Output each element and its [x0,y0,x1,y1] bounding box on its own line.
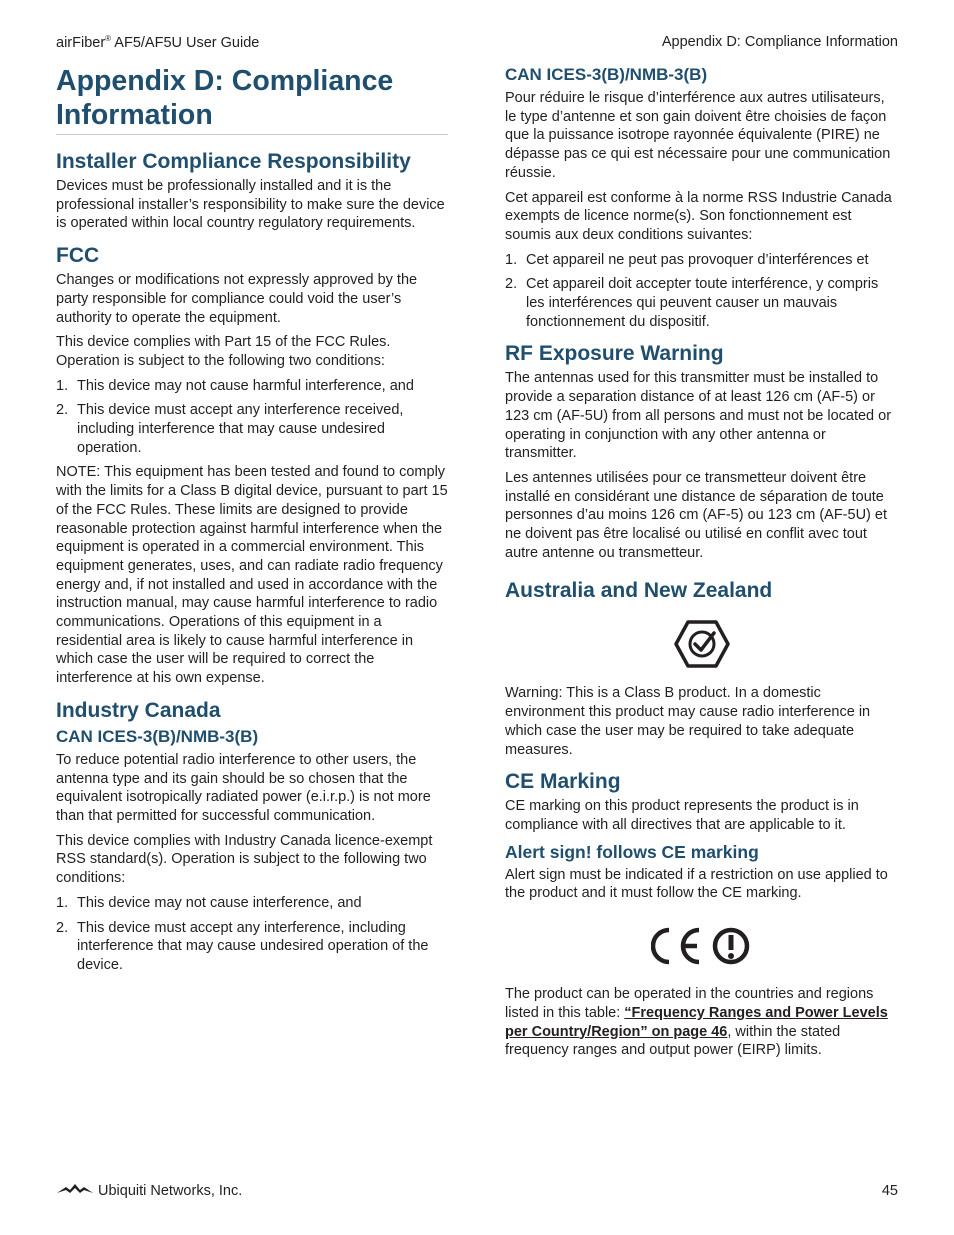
list-item-number: 1. [505,251,518,268]
list-item-text: This device may not cause harmful interference, and [77,377,414,394]
company-name: Ubiquiti Networks, Inc. [98,1183,243,1199]
countries-text-prefix: The product can be operated in the countries and regions listed in this table: [505,986,874,1021]
rf-exposure-heading: RF Exposure Warning [505,342,724,366]
countries-text-suffix: , within the stated frequency ranges and output power (EIRP) limits. [505,1023,841,1059]
ce-marking-text: CE marking on this product represents the product is in compliance with all directives that are applicable to it. [505,798,859,833]
australia-nz-heading: Australia and New Zealand [505,579,773,603]
industry-canada-heading: Industry Canada [56,698,221,722]
australia-nz-warning: Warning: This is a Class B product. In a domestic environment this product may cause radio interference in which case the user may be required to take adequate measures. [505,685,871,758]
installer-heading: Installer Compliance Responsibility [56,150,411,173]
countries-paragraph [505,985,898,1060]
french-paragraph-1: Pour réduire le risque d’interférence aux autres utilisateurs, le type d’antenne et son gain doivent être choisies de façon que la puissance isotrope rayonnée équivalente (PIRE) ne dépasse pas ce qui est nécessaire pour une communication réussie. [505,90,891,181]
header-section-title: Appendix D: Compliance Information [661,34,898,50]
list-item [505,275,898,331]
list-item [56,377,448,396]
list-item-number: 2. [56,919,69,936]
list-item-number: 1. [56,894,69,911]
frequency-ranges-link[interactable]: “Frequency Ranges and Power Levels per Country/Region” on page 46 [505,1004,888,1040]
installer-text: Devices must be professionally installed and it is the professional installer’s responsibility to make sure the device is operated within local country regulatory requirements. [56,178,445,232]
industry-canada-paragraph-2: This device complies with Industry Canada licence-exempt RSS standard(s). Operation is subject to the following two conditions: [56,832,433,887]
right-column [505,64,898,1066]
industry-canada-paragraph-1: To reduce potential radio interference to other users, the antenna type and its gain should be so chosen that the equivalent isotropically radiated power (e.i.r.p.) is not more than that permitted for successful communication. [56,751,431,824]
footer-company [56,1183,242,1199]
header-product: airFiber [56,34,106,51]
rf-exposure-paragraph-1: The antennas used for this transmitter must be installed to provide a separation distance of at least 126 cm (AF-5) or 123 cm (AF-5U) from all persons and must not be located or operating in conjunction with any other antenna or transmitter. [505,370,892,462]
list-item [56,919,448,975]
fcc-conditions-list [56,377,448,458]
list-item [56,401,448,457]
list-item-number: 2. [56,402,69,419]
page-title: Appendix D: Compliance Information [56,64,448,135]
list-item-text: This device must accept any interference, including interference that may cause undesired operation of the device. [77,919,429,973]
industry-canada-subheading: CAN ICES-3(B)/NMB-3(B) [56,726,259,746]
ce-marking-heading: CE Marking [505,770,621,794]
fcc-heading: FCC [56,244,100,268]
page-header [56,34,898,52]
french-paragraph-2: Cet appareil est conforme à la norme RSS Industrie Canada exempts de licence norme(s). Son fonctionnement est soumis aux deux conditions suivantes: [505,189,892,243]
list-item-text: Cet appareil ne peut pas provoquer d’interférences et [526,251,869,268]
list-item-text: Cet appareil doit accepter toute interférence, y compris les interférences qui peuvent causer un mauvais fonctionnement du dispositif. [526,276,879,330]
rcm-mark-icon [505,612,898,676]
list-item-number: 2. [505,276,518,293]
left-column [56,64,448,981]
page-footer [56,1183,898,1203]
list-item-text: This device must accept any interference received, including interference that may cause undesired operation. [77,402,404,456]
rf-exposure-paragraph-2: Les antennes utilisées pour ce transmetteur doivent être installé en considérant une distance de séparation de toute personnes d’au moins 126 cm (AF-5) ou 123 cm (AF-5U) et ne doivent pas être localisé ou utilisé en conflit avec tout autre antenne ou transmetteur. [505,469,887,561]
fcc-note: NOTE: This equipment has been tested and found to comply with the limits for a Class B digital device, pursuant to part 15 of the FCC Rules. These limits are designed to provide reasonable protection against harmful interference when the equipment is operated in a commercial environment. This equipment generates, uses, and can radiate radio frequency energy and, if not installed and used in accordance with the instruction manual, may cause harmful interference to radio communications. Operations of this equipment in a residential area is likely to cause harmful interference in which case the user will be required to correct the interference at his own expense. [56,464,448,687]
page-number: 45 [881,1183,898,1199]
industry-canada-conditions-list [56,894,448,975]
header-product-rest: AF5/AF5U User Guide [111,34,260,51]
fcc-paragraph-2: This device complies with Part 15 of the FCC Rules. Operation is subject to the following two conditions: [56,334,391,369]
list-item [56,894,448,913]
alert-sign-text: Alert sign must be indicated if a restriction on use applied to the product and it must follow the CE marking. [505,866,888,902]
header-trademark: ® [105,34,112,43]
french-conditions-list [505,251,898,332]
list-item-text: This device may not cause interference, and [77,894,362,911]
list-item [505,251,898,270]
french-subheading: CAN ICES-3(B)/NMB-3(B) [505,65,708,84]
header-guide-title [56,34,259,51]
fcc-paragraph-1: Changes or modifications not expressly approved by the party responsible for compliance could void the user’s authority to operate the equipment. [56,272,418,326]
ce-alert-mark-icon [505,915,898,977]
alert-sign-heading: Alert sign! follows CE marking [505,841,759,862]
list-item-number: 1. [56,377,69,394]
ubiquiti-logo-icon [56,1183,94,1199]
